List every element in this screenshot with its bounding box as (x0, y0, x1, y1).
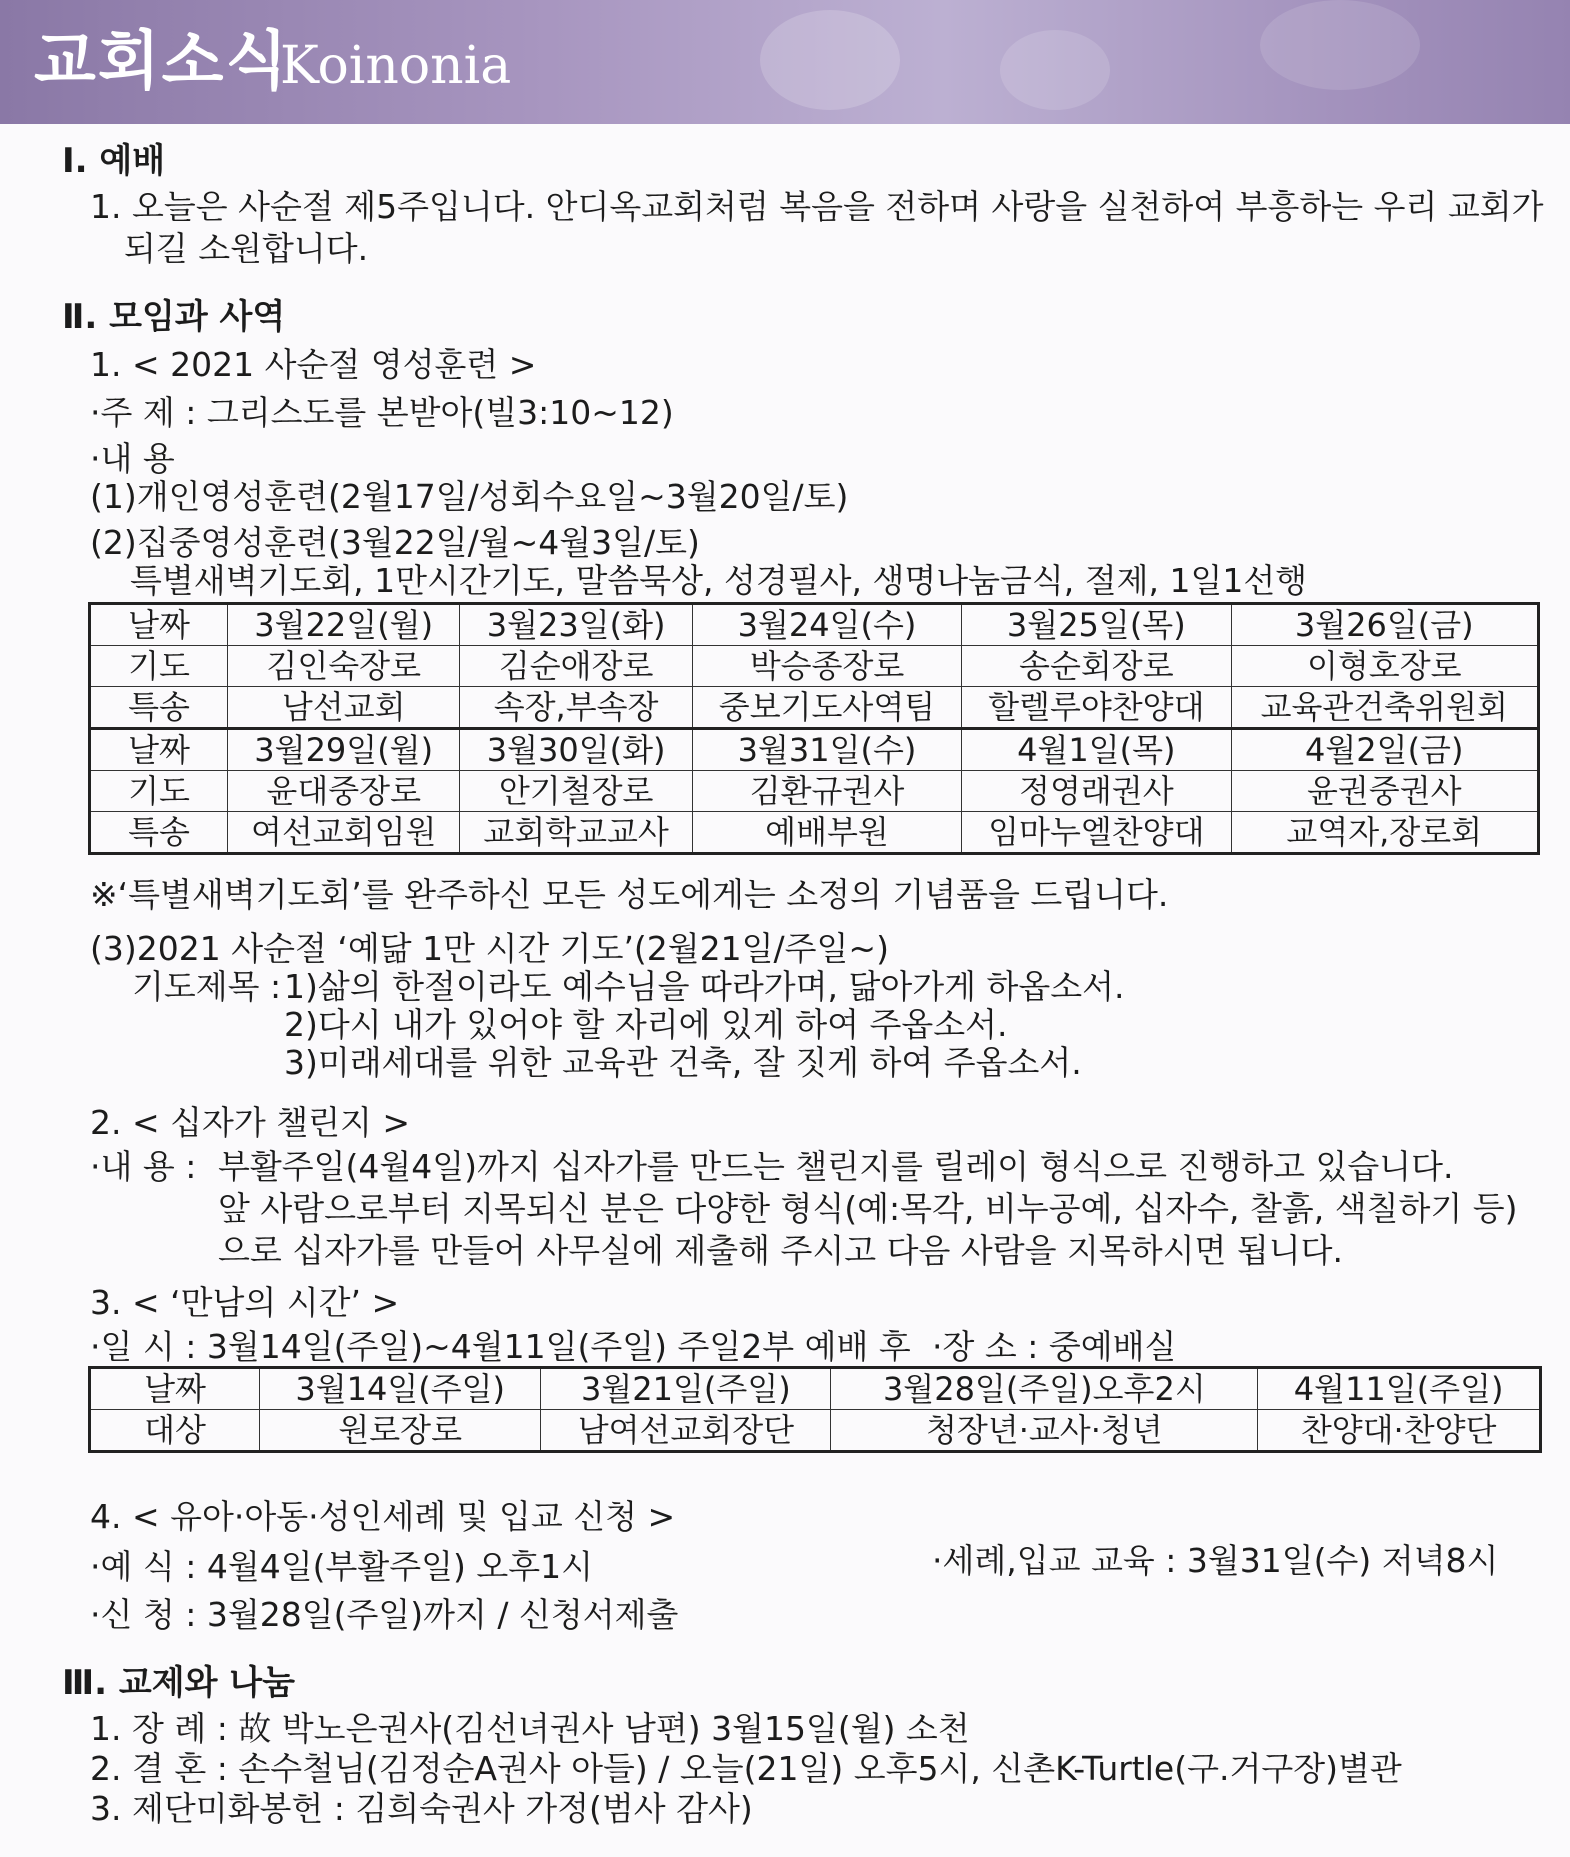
table-row (90, 812, 1539, 854)
cross-challenge-title: 2. < 십자가 챌린지 > (90, 1103, 411, 1142)
page-header (0, 0, 1570, 124)
table-cell: 할렐루야찬양대 (962, 687, 1231, 729)
cross-challenge-label: ·내 용 : (90, 1147, 197, 1186)
table-cell: 송순회장로 (962, 646, 1231, 687)
table-cell: 윤권중권사 (1231, 771, 1539, 812)
worship-item-1-line1: 1. 오늘은 사순절 제5주입니다. 안디옥교회처럼 복음을 전하며 사랑을 실천하여 부흥하는 우리 교회가 (90, 187, 1544, 226)
table-cell: 중보기도사역팀 (692, 687, 961, 729)
table-cell: 날짜 (90, 729, 228, 771)
table-row (90, 729, 1539, 771)
section-heading-fellowship: Ⅲ. 교제와 나눔 (62, 1663, 295, 1703)
table-cell: 이형호장로 (1231, 646, 1539, 687)
table-cell: 3월14일(주일) (260, 1368, 541, 1410)
meeting-time-title: 3. < ‘만남의 시간’ > (90, 1283, 400, 1322)
table-cell: 원로장로 (260, 1410, 541, 1452)
cross-challenge-line3: 으로 십자가를 만들어 사무실에 제출해 주시고 다음 사람을 지목하시면 됩니다. (218, 1231, 1343, 1270)
table-cell: 4월1일(목) (962, 729, 1231, 771)
table-cell: 3월23일(화) (460, 604, 692, 646)
prayer-topics-label: 기도제목 : (132, 967, 282, 1006)
table-cell: 대상 (90, 1410, 260, 1452)
funeral-notice: 1. 장 례 : 故 박노은권사(김선녀권사 남편) 3월15일(월) 소천 (90, 1709, 970, 1748)
table-cell: 임마누엘찬양대 (962, 812, 1231, 854)
worship-item-1-line2: 되길 소원합니다. (124, 229, 369, 268)
table-row (90, 771, 1539, 812)
table-cell: 찬양대·찬양단 (1258, 1410, 1541, 1452)
table-cell: 속장,부속장 (460, 687, 692, 729)
table-cell: 김인숙장로 (228, 646, 460, 687)
meeting-schedule-table (88, 1366, 1542, 1453)
lent-training-title: 1. < 2021 사순절 영성훈련 > (90, 345, 537, 384)
section-heading-ministry: Ⅱ. 모임과 사역 (62, 297, 286, 337)
table-cell: 4월11일(주일) (1258, 1368, 1541, 1410)
intensive-training: (2)집중영성훈련(3월22일/월~4월3일/토) (90, 523, 700, 562)
table-row (90, 646, 1539, 687)
table-cell: 남여선교회장단 (541, 1410, 831, 1452)
cross-challenge-line2: 앞 사람으로부터 지목되신 분은 다양한 형식(예:목각, 비누공예, 십자수, 찰흙, 색칠하기 등) (218, 1189, 1518, 1228)
table-cell: 박승종장로 (692, 646, 961, 687)
dawn-prayer-note: ※‘특별새벽기도회’를 완주하신 모든 성도에게는 소정의 기념품을 드립니다. (90, 875, 1169, 914)
baptism-education: ·세례,입교 교육 : 3월31일(수) 저녁8시 (932, 1541, 1499, 1580)
baptism-application: ·신 청 : 3월28일(주일)까지 / 신청서제출 (90, 1595, 679, 1634)
table-cell: 3월24일(수) (692, 604, 961, 646)
prayer-topic-1: 1)삶의 한절이라도 예수님을 따라가며, 닮아가게 하옵소서. (284, 967, 1125, 1006)
table-cell: 3월21일(주일) (541, 1368, 831, 1410)
baptism-title: 4. < 유아·아동·성인세례 및 입교 신청 > (90, 1497, 676, 1536)
header-decoration (1260, 0, 1420, 90)
table-row (90, 687, 1539, 729)
prayer-topic-2: 2)다시 내가 있어야 할 자리에 있게 하여 주옵소서. (284, 1005, 1008, 1044)
intensive-training-detail: 특별새벽기도회, 1만시간기도, 말씀묵상, 성경필사, 생명나눔금식, 절제, 1일1선행 (130, 561, 1308, 600)
table-cell: 여선교회임원 (228, 812, 460, 854)
table-cell: 기도 (90, 771, 228, 812)
table-cell: 정영래권사 (962, 771, 1231, 812)
lent-training-content-label: ·내 용 (90, 439, 175, 478)
prayer-campaign-title: (3)2021 사순절 ‘예닮 1만 시간 기도’(2월21일/주일~) (90, 929, 889, 968)
table-cell: 날짜 (90, 1368, 260, 1410)
header-decoration (1000, 30, 1110, 110)
table-cell: 예배부원 (692, 812, 961, 854)
baptism-ceremony: ·예 식 : 4월4일(부활주일) 오후1시 (90, 1547, 593, 1586)
table-cell: 교육관건축위원회 (1231, 687, 1539, 729)
table-row (90, 604, 1539, 646)
table-cell: 3월25일(목) (962, 604, 1231, 646)
table-cell: 기도 (90, 646, 228, 687)
cross-challenge-line1: 부활주일(4월4일)까지 십자가를 만드는 챌린지를 릴레이 형식으로 진행하고 있습니다. (218, 1147, 1454, 1186)
table-cell: 3월26일(금) (1231, 604, 1539, 646)
table-cell: 3월28일(주일)오후2시 (831, 1368, 1258, 1410)
table-cell: 윤대중장로 (228, 771, 460, 812)
table-cell: 안기철장로 (460, 771, 692, 812)
table-row (90, 1410, 1541, 1452)
table-cell: 특송 (90, 687, 228, 729)
page-title: 교회소식 (34, 25, 290, 99)
altar-flower-notice: 3. 제단미화봉헌 : 김희숙권사 가정(범사 감사) (90, 1789, 753, 1828)
page-subtitle: Koinonia (280, 36, 512, 96)
table-cell: 교역자,장로회 (1231, 812, 1539, 854)
table-cell: 김환규권사 (692, 771, 961, 812)
table-cell: 4월2일(금) (1231, 729, 1539, 771)
table-cell: 교회학교교사 (460, 812, 692, 854)
table-cell: 날짜 (90, 604, 228, 646)
table-cell: 3월29일(월) (228, 729, 460, 771)
lent-training-theme: ·주 제 : 그리스도를 본받아(빌3:10~12) (90, 393, 674, 432)
table-cell: 3월31일(수) (692, 729, 961, 771)
meeting-time-place: ·장 소 : 중예배실 (932, 1327, 1177, 1366)
table-cell: 김순애장로 (460, 646, 692, 687)
meeting-time-schedule: ·일 시 : 3월14일(주일)~4월11일(주일) 주일2부 예배 후 (90, 1327, 911, 1366)
wedding-notice: 2. 결 혼 : 손수철님(김정순A권사 아들) / 오늘(21일) 오후5시, 신촌K-Turtle(구.거구장)별관 (90, 1749, 1402, 1788)
prayer-schedule-table (88, 602, 1540, 855)
table-cell: 3월22일(월) (228, 604, 460, 646)
table-row (90, 1368, 1541, 1410)
header-decoration (760, 10, 900, 110)
table-cell: 청장년·교사·청년 (831, 1410, 1258, 1452)
table-cell: 3월30일(화) (460, 729, 692, 771)
prayer-topic-3: 3)미래세대를 위한 교육관 건축, 잘 짓게 하여 주옵소서. (284, 1043, 1082, 1082)
section-heading-worship: Ⅰ. 예배 (62, 141, 166, 181)
table-cell: 특송 (90, 812, 228, 854)
table-cell: 남선교회 (228, 687, 460, 729)
personal-training: (1)개인영성훈련(2월17일/성회수요일~3월20일/토) (90, 477, 849, 516)
